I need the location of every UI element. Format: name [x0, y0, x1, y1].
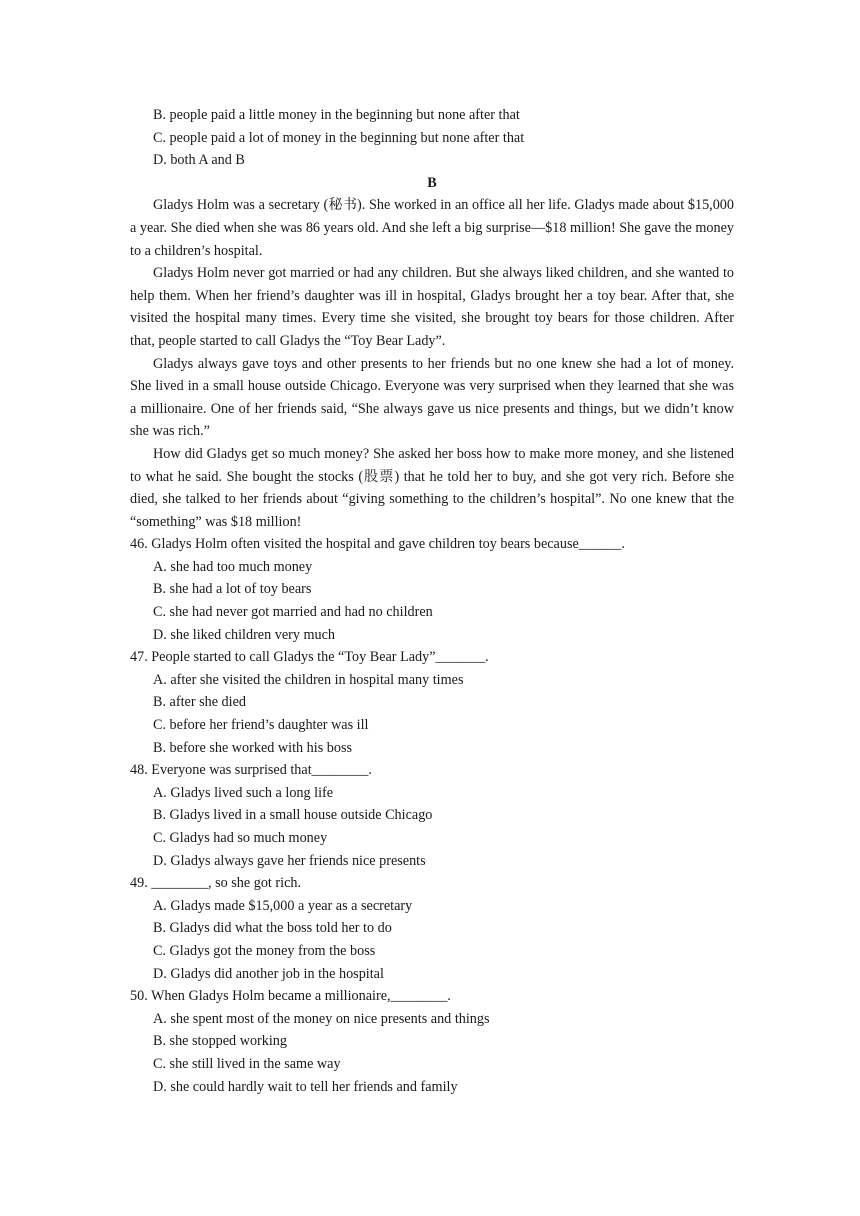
question-stem: 48. Everyone was surprised that________.	[130, 762, 372, 779]
option-a: A. she spent most of the money on nice presents and things	[153, 1010, 490, 1027]
passage-paragraph: Gladys always gave toys and other presents to her friends but no one knew she had a lot of money. She lived in a small house outside Chicago. Everyone was very surprised when they learned that she was a millionaire. One of her friends said, “She always gave us nice presents and things, but we didn’t know she was rich.”	[130, 355, 734, 440]
question-stem: 47. People started to call Gladys the “Toy Bear Lady”_______.	[130, 649, 489, 666]
option-c: C. Gladys got the money from the boss	[153, 942, 376, 959]
option-b: B. she had a lot of toy bears	[153, 581, 312, 598]
question-46	[130, 533, 734, 646]
option-a: A. she had too much money	[153, 558, 313, 575]
option-d: D. Gladys always gave her friends nice presents	[153, 852, 426, 869]
passage-paragraph: Gladys Holm was a secretary (秘书). She worked in an office all her life. Gladys made about $15,000 a year. She died when she was 86 years old. And she left a big surprise—$18 million! She gave the money to a children’s hospital.	[130, 197, 734, 259]
question-49	[130, 872, 734, 985]
option-b: B. Gladys lived in a small house outside Chicago	[153, 807, 433, 824]
question-48	[130, 759, 734, 872]
passage-paragraph: How did Gladys get so much money? She asked her boss how to make more money, and she listened to what he said. She bought the stocks (股票) that he told her to buy, and she got very rich. Before she died, she talked to her friends about “giving something to the children’s hospital”. No one knew that the “something” was $18 million!	[130, 445, 734, 530]
option-d: B. before she worked with his boss	[153, 739, 352, 756]
question-stem: 46. Gladys Holm often visited the hospital and gave children toy bears because______.	[130, 536, 625, 553]
option-c: C. she had never got married and had no children	[153, 604, 433, 621]
reading-passage	[130, 194, 734, 533]
option-d: D. she liked children very much	[153, 626, 336, 643]
option-d: D. Gladys did another job in the hospital	[153, 965, 384, 982]
question-stem: 50. When Gladys Holm became a millionaire,________.	[130, 988, 451, 1005]
option-c: C. people paid a lot of money in the beginning but none after that	[153, 129, 525, 146]
question-50	[130, 985, 734, 1098]
option-b: B. she stopped working	[153, 1033, 287, 1050]
option-b: B. Gladys did what the boss told her to do	[153, 920, 392, 937]
option-b: B. people paid a little money in the beginning but none after that	[153, 107, 520, 123]
passage-paragraph: Gladys Holm never got married or had any children. But she always liked children, and she wanted to help them. When her friend’s daughter was ill in hospital, Gladys brought her a toy bear. After that, she visited the hospital many times. Every time she visited, she brought toy bears for those children. After that, people started to call Gladys the “Toy Bear Lady”.	[130, 265, 734, 349]
question-47	[130, 646, 734, 759]
option-b: B. after she died	[153, 694, 246, 711]
previous-question-options	[130, 104, 734, 172]
option-d: D. both A and B	[153, 152, 245, 169]
option-a: A. after she visited the children in hospital many times	[153, 671, 464, 688]
question-stem: 49. ________, so she got rich.	[130, 875, 302, 892]
section-heading: B	[427, 174, 437, 191]
option-c: C. before her friend’s daughter was ill	[153, 717, 369, 734]
option-c: C. she still lived in the same way	[153, 1055, 341, 1072]
option-d: D. she could hardly wait to tell her friends and family	[153, 1078, 458, 1095]
option-a: A. Gladys lived such a long life	[153, 784, 334, 801]
option-c: C. Gladys had so much money	[153, 830, 328, 846]
option-a: A. Gladys made $15,000 a year as a secretary	[153, 897, 413, 914]
